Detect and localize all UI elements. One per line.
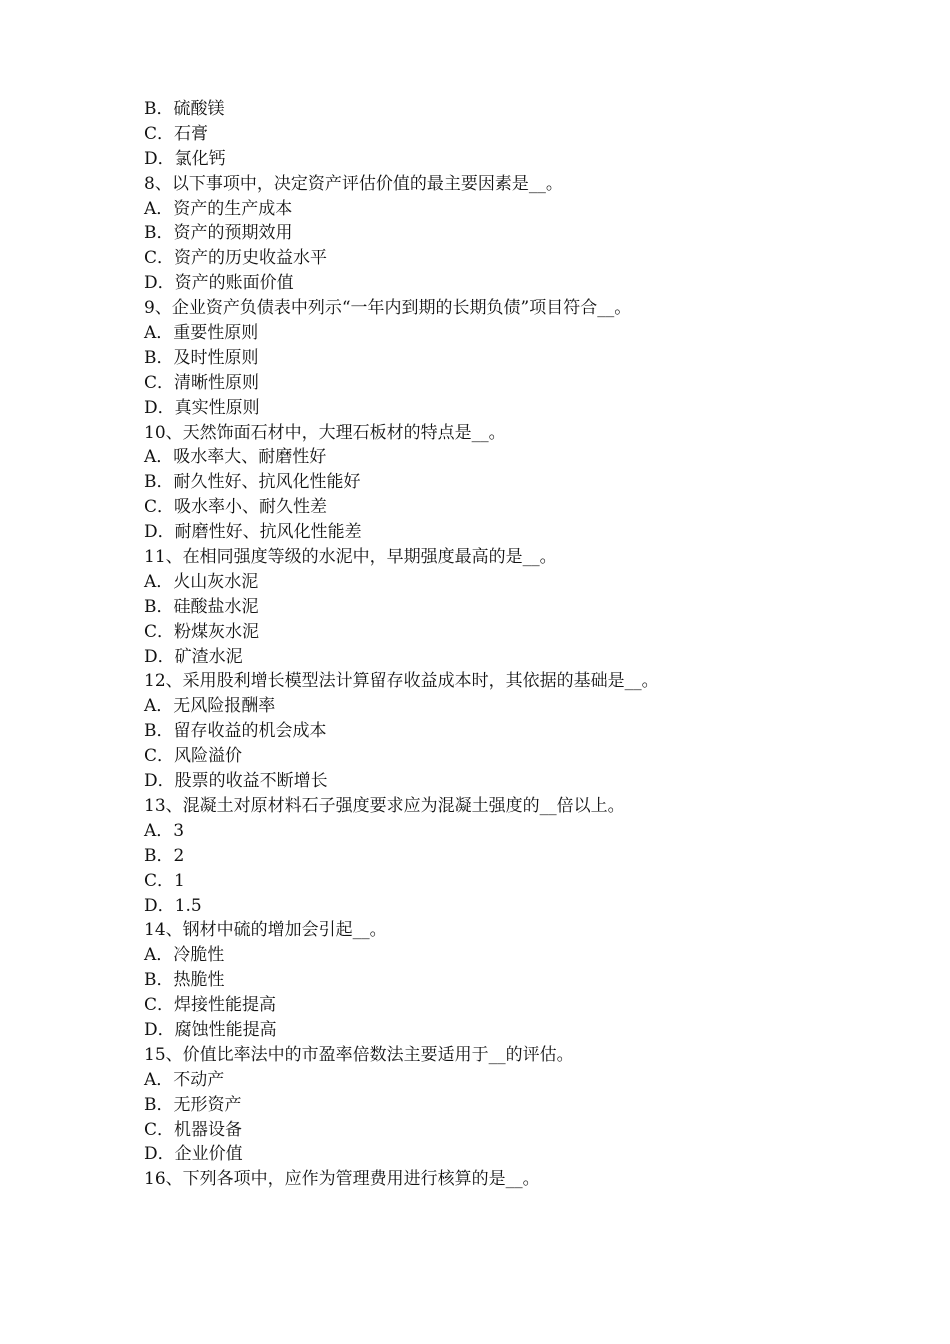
option-b: B．热脆性: [144, 970, 225, 991]
option-d: D．资产的账面价值: [144, 273, 294, 294]
option-d: D．1.5: [144, 895, 202, 916]
option-c: C．石膏: [144, 123, 209, 144]
option-d: D．腐蚀性能提高: [144, 1019, 277, 1040]
option-c: C．粉煤灰水泥: [144, 621, 260, 642]
option-a: A．不动产: [144, 1069, 225, 1090]
question-13: 13、混凝土对原材料石子强度要求应为混凝土强度的__倍以上。: [144, 795, 625, 816]
option-b: B．2: [144, 845, 185, 866]
option-d: D．企业价值: [144, 1144, 243, 1165]
option-a: A．重要性原则: [144, 323, 259, 344]
option-a: A．冷脆性: [144, 945, 225, 966]
option-b: B．无形资产: [144, 1094, 242, 1115]
option-a: A．资产的生产成本: [144, 198, 293, 219]
option-d: D．矿渣水泥: [144, 646, 243, 667]
option-d: D．真实性原则: [144, 397, 260, 418]
option-b: B．硅酸盐水泥: [144, 596, 259, 617]
option-b: B．耐久性好、抗风化性能好: [144, 472, 361, 493]
option-c: C．风险溢价: [144, 746, 243, 767]
option-c: C．资产的历史收益水平: [144, 248, 328, 269]
question-16: 16、下列各项中，应作为管理费用进行核算的是__。: [144, 1169, 540, 1190]
question-10: 10、天然饰面石材中，大理石板材的特点是__。: [144, 422, 506, 443]
option-c: C．焊接性能提高: [144, 995, 277, 1016]
question-9: 9、企业资产负债表中列示“一年内到期的长期负债”项目符合__。: [144, 298, 632, 319]
document-page: [144, 97, 844, 1192]
option-d: D．股票的收益不断增长: [144, 771, 328, 792]
option-b: B．资产的预期效用: [144, 223, 293, 244]
option-d: D．氯化钙: [144, 148, 226, 169]
option-a: A．无风险报酬率: [144, 696, 276, 717]
option-a: A．吸水率大、耐磨性好: [144, 447, 327, 468]
option-a: A．火山灰水泥: [144, 571, 259, 592]
option-c: C．吸水率小、耐久性差: [144, 497, 328, 518]
question-15: 15、价值比率法中的市盈率倍数法主要适用于__的评估。: [144, 1044, 574, 1065]
option-c: C．机器设备: [144, 1119, 243, 1140]
question-12: 12、采用股利增长模型法计算留存收益成本时，其依据的基础是__。: [144, 671, 659, 692]
option-b: B．及时性原则: [144, 347, 259, 368]
question-8: 8、以下事项中，决定资产评估价值的最主要因素是__。: [144, 173, 563, 194]
question-11: 11、在相同强度等级的水泥中，早期强度最高的是__。: [144, 547, 557, 568]
option-b: B．留存收益的机会成本: [144, 721, 327, 742]
option-a: A．3: [144, 820, 185, 841]
option-d: D．耐磨性好、抗风化性能差: [144, 522, 362, 543]
option-c: C．清晰性原则: [144, 372, 260, 393]
option-b: B．硫酸镁: [144, 99, 225, 119]
question-14: 14、钢材中硫的增加会引起__。: [144, 920, 387, 941]
option-c: C．1: [144, 870, 185, 891]
